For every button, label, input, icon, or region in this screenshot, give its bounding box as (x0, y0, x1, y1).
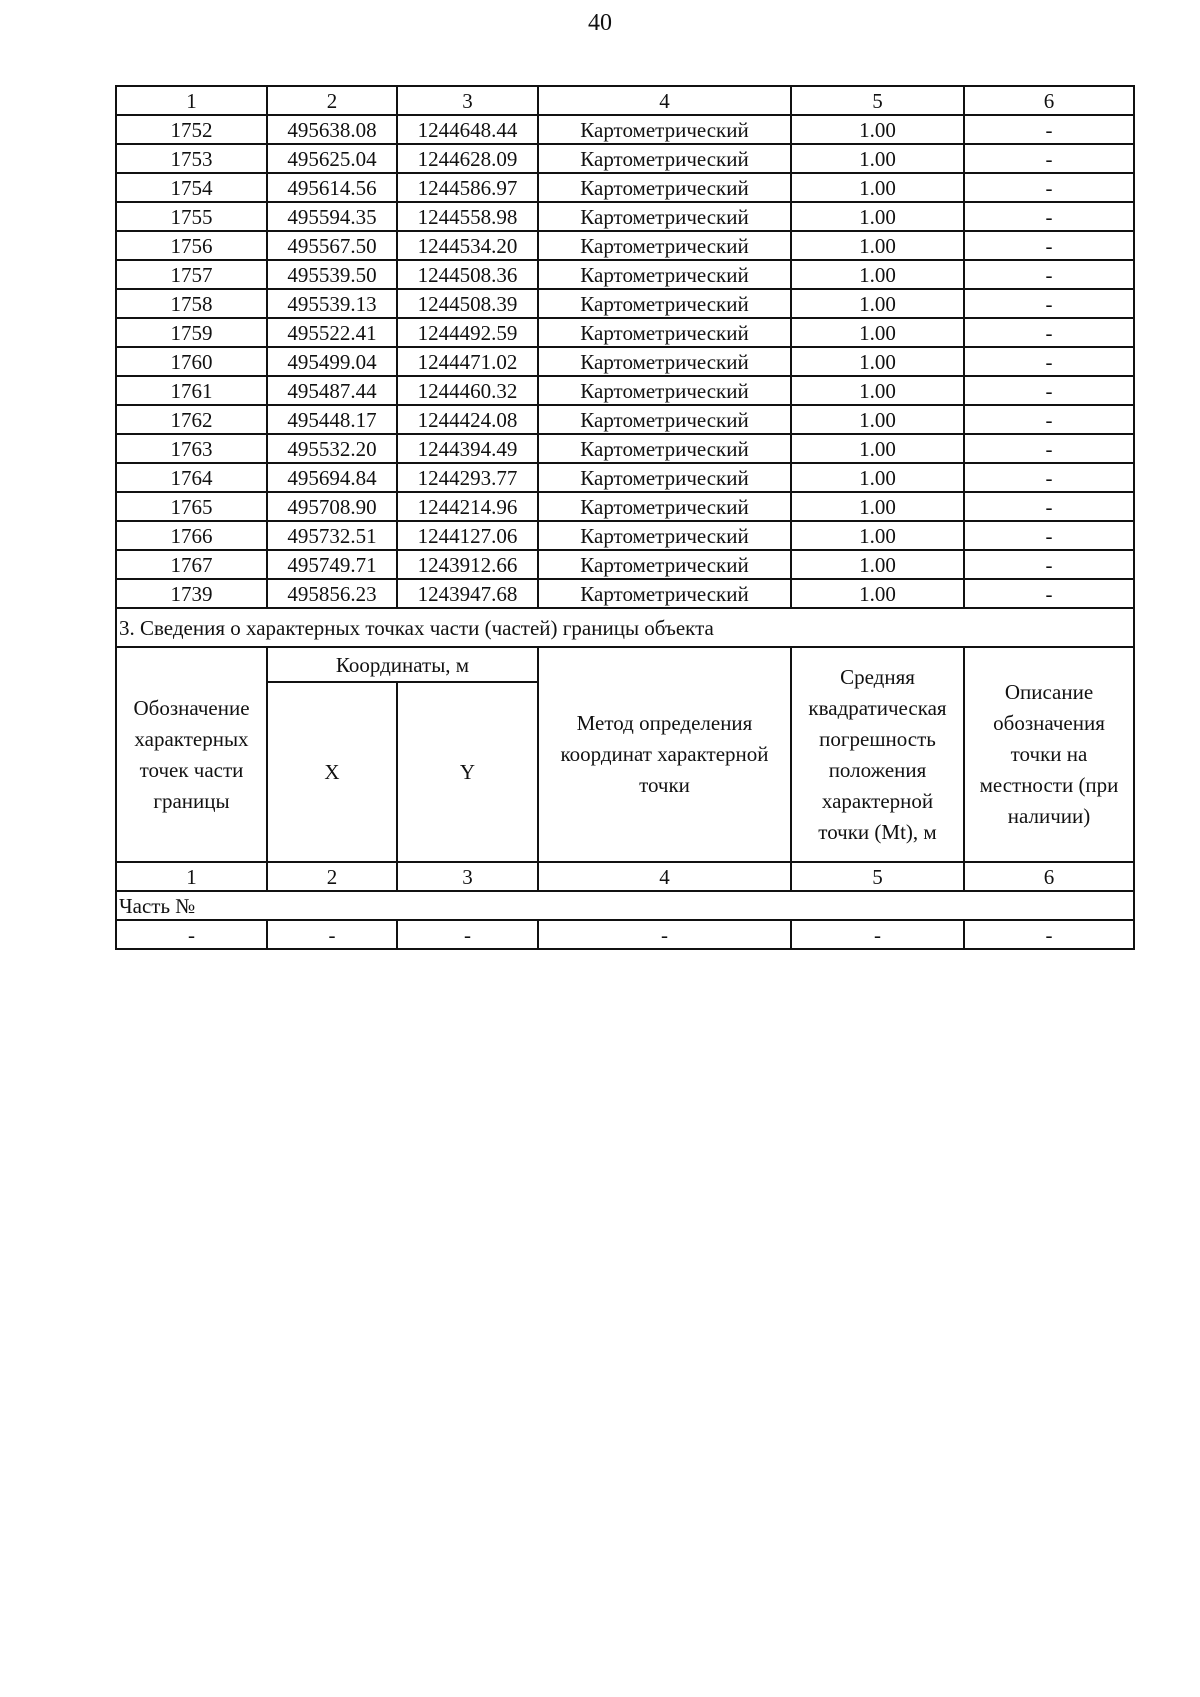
error-cell: 1.00 (791, 521, 964, 550)
table-row (116, 463, 1134, 492)
y-coordinate-cell: 1244293.77 (397, 463, 538, 492)
method-cell: Картометрический (538, 115, 791, 144)
point-id-cell: 1757 (116, 260, 267, 289)
table-row (116, 202, 1134, 231)
table-row (116, 492, 1134, 521)
method-cell: Картометрический (538, 231, 791, 260)
column-number: 4 (538, 86, 791, 115)
column-number: 5 (791, 862, 964, 891)
error-cell: 1.00 (791, 492, 964, 521)
column-number: 5 (791, 86, 964, 115)
method-cell: Картометрический (538, 463, 791, 492)
point-id-cell: 1758 (116, 289, 267, 318)
error-cell: 1.00 (791, 463, 964, 492)
y-coordinate-cell: 1244586.97 (397, 173, 538, 202)
description-cell: - (964, 579, 1134, 608)
page-number: 40 (588, 10, 612, 36)
method-cell: Картометрический (538, 405, 791, 434)
column-number: 1 (116, 86, 267, 115)
column-number: 6 (964, 862, 1134, 891)
x-coordinate-cell: 495532.20 (267, 434, 397, 463)
error-cell: 1.00 (791, 202, 964, 231)
table-row (116, 260, 1134, 289)
error-cell: 1.00 (791, 289, 964, 318)
column-number: 2 (267, 862, 397, 891)
y-coordinate-cell: 1244460.32 (397, 376, 538, 405)
part-label: Часть № (116, 891, 1134, 920)
table-row (116, 231, 1134, 260)
x-coordinate-cell: 495522.41 (267, 318, 397, 347)
point-id-cell: 1762 (116, 405, 267, 434)
header-designation: Обозначение характерных точек части границы (116, 647, 267, 862)
method-cell: Картометрический (538, 434, 791, 463)
method-cell: Картометрический (538, 376, 791, 405)
point-id-cell: 1760 (116, 347, 267, 376)
description-cell: - (964, 115, 1134, 144)
table-row (116, 376, 1134, 405)
column-number-row (116, 86, 1134, 115)
method-cell: Картометрический (538, 289, 791, 318)
column-number: 6 (964, 86, 1134, 115)
description-cell: - (964, 463, 1134, 492)
x-coordinate-cell: 495448.17 (267, 405, 397, 434)
x-coordinate-cell: 495567.50 (267, 231, 397, 260)
table-row (116, 579, 1134, 608)
x-coordinate-cell: 495749.71 (267, 550, 397, 579)
table-row (116, 434, 1134, 463)
point-id-cell: 1754 (116, 173, 267, 202)
header-method: Метод определения координат характерной точки (538, 647, 791, 862)
y-coordinate-cell: 1244648.44 (397, 115, 538, 144)
description-cell: - (964, 202, 1134, 231)
y-coordinate-cell: 1244508.36 (397, 260, 538, 289)
description-cell: - (964, 260, 1134, 289)
x-coordinate-cell: 495499.04 (267, 347, 397, 376)
table-row (116, 318, 1134, 347)
table-row (116, 173, 1134, 202)
error-cell: 1.00 (791, 376, 964, 405)
header-y: Y (397, 682, 538, 862)
section3-title: 3. Сведения о характерных точках части (частей) границы объекта (116, 608, 1134, 647)
error-cell: 1.00 (791, 260, 964, 289)
part-label-row (116, 891, 1134, 920)
description-cell: - (964, 405, 1134, 434)
coordinates-table (115, 85, 1135, 950)
x-coordinate-cell: 495638.08 (267, 115, 397, 144)
point-id-cell: 1759 (116, 318, 267, 347)
description-cell: - (964, 376, 1134, 405)
method-cell: Картометрический (538, 173, 791, 202)
description-cell: - (964, 173, 1134, 202)
error-cell: 1.00 (791, 550, 964, 579)
empty-cell: - (538, 920, 791, 949)
x-coordinate-cell: 495594.35 (267, 202, 397, 231)
section3-column-number-row (116, 862, 1134, 891)
point-id-cell: 1763 (116, 434, 267, 463)
table-row (116, 550, 1134, 579)
header-error: Средняя квадратическая погрешность положения характерной точки (Mt), м (791, 647, 964, 862)
column-number: 3 (397, 86, 538, 115)
point-id-cell: 1753 (116, 144, 267, 173)
error-cell: 1.00 (791, 115, 964, 144)
x-coordinate-cell: 495694.84 (267, 463, 397, 492)
section3-title-row (116, 608, 1134, 647)
empty-cell: - (964, 920, 1134, 949)
y-coordinate-cell: 1244214.96 (397, 492, 538, 521)
method-cell: Картометрический (538, 550, 791, 579)
empty-cell: - (397, 920, 538, 949)
method-cell: Картометрический (538, 202, 791, 231)
description-cell: - (964, 550, 1134, 579)
description-cell: - (964, 521, 1134, 550)
error-cell: 1.00 (791, 231, 964, 260)
column-number: 3 (397, 862, 538, 891)
description-cell: - (964, 289, 1134, 318)
table-row (116, 405, 1134, 434)
method-cell: Картометрический (538, 521, 791, 550)
table-row (116, 144, 1134, 173)
point-id-cell: 1767 (116, 550, 267, 579)
table-row (116, 347, 1134, 376)
y-coordinate-cell: 1244558.98 (397, 202, 538, 231)
method-cell: Картометрический (538, 492, 791, 521)
empty-cell: - (116, 920, 267, 949)
error-cell: 1.00 (791, 144, 964, 173)
column-number: 2 (267, 86, 397, 115)
method-cell: Картометрический (538, 347, 791, 376)
x-coordinate-cell: 495487.44 (267, 376, 397, 405)
x-coordinate-cell: 495732.51 (267, 521, 397, 550)
empty-cell: - (267, 920, 397, 949)
table-row (116, 521, 1134, 550)
section3-header-row-1 (116, 647, 1134, 682)
empty-part-row (116, 920, 1134, 949)
x-coordinate-cell: 495856.23 (267, 579, 397, 608)
error-cell: 1.00 (791, 318, 964, 347)
description-cell: - (964, 231, 1134, 260)
error-cell: 1.00 (791, 434, 964, 463)
description-cell: - (964, 492, 1134, 521)
header-description: Описание обозначения точки на местности (при наличии) (964, 647, 1134, 862)
y-coordinate-cell: 1244492.59 (397, 318, 538, 347)
y-coordinate-cell: 1243947.68 (397, 579, 538, 608)
y-coordinate-cell: 1244628.09 (397, 144, 538, 173)
point-id-cell: 1765 (116, 492, 267, 521)
method-cell: Картометрический (538, 144, 791, 173)
point-id-cell: 1764 (116, 463, 267, 492)
x-coordinate-cell: 495539.50 (267, 260, 397, 289)
description-cell: - (964, 318, 1134, 347)
empty-cell: - (791, 920, 964, 949)
point-id-cell: 1755 (116, 202, 267, 231)
header-coordinates: Координаты, м (267, 647, 538, 682)
y-coordinate-cell: 1244424.08 (397, 405, 538, 434)
point-id-cell: 1752 (116, 115, 267, 144)
column-number: 4 (538, 862, 791, 891)
y-coordinate-cell: 1244508.39 (397, 289, 538, 318)
table-row (116, 115, 1134, 144)
x-coordinate-cell: 495539.13 (267, 289, 397, 318)
error-cell: 1.00 (791, 405, 964, 434)
point-id-cell: 1766 (116, 521, 267, 550)
point-id-cell: 1761 (116, 376, 267, 405)
y-coordinate-cell: 1244471.02 (397, 347, 538, 376)
x-coordinate-cell: 495625.04 (267, 144, 397, 173)
description-cell: - (964, 347, 1134, 376)
point-id-cell: 1739 (116, 579, 267, 608)
description-cell: - (964, 434, 1134, 463)
error-cell: 1.00 (791, 173, 964, 202)
error-cell: 1.00 (791, 579, 964, 608)
x-coordinate-cell: 495708.90 (267, 492, 397, 521)
column-number: 1 (116, 862, 267, 891)
method-cell: Картометрический (538, 260, 791, 289)
point-id-cell: 1756 (116, 231, 267, 260)
y-coordinate-cell: 1244534.20 (397, 231, 538, 260)
error-cell: 1.00 (791, 347, 964, 376)
method-cell: Картометрический (538, 579, 791, 608)
description-cell: - (964, 144, 1134, 173)
y-coordinate-cell: 1243912.66 (397, 550, 538, 579)
y-coordinate-cell: 1244394.49 (397, 434, 538, 463)
header-x: X (267, 682, 397, 862)
table-row (116, 289, 1134, 318)
y-coordinate-cell: 1244127.06 (397, 521, 538, 550)
x-coordinate-cell: 495614.56 (267, 173, 397, 202)
method-cell: Картометрический (538, 318, 791, 347)
